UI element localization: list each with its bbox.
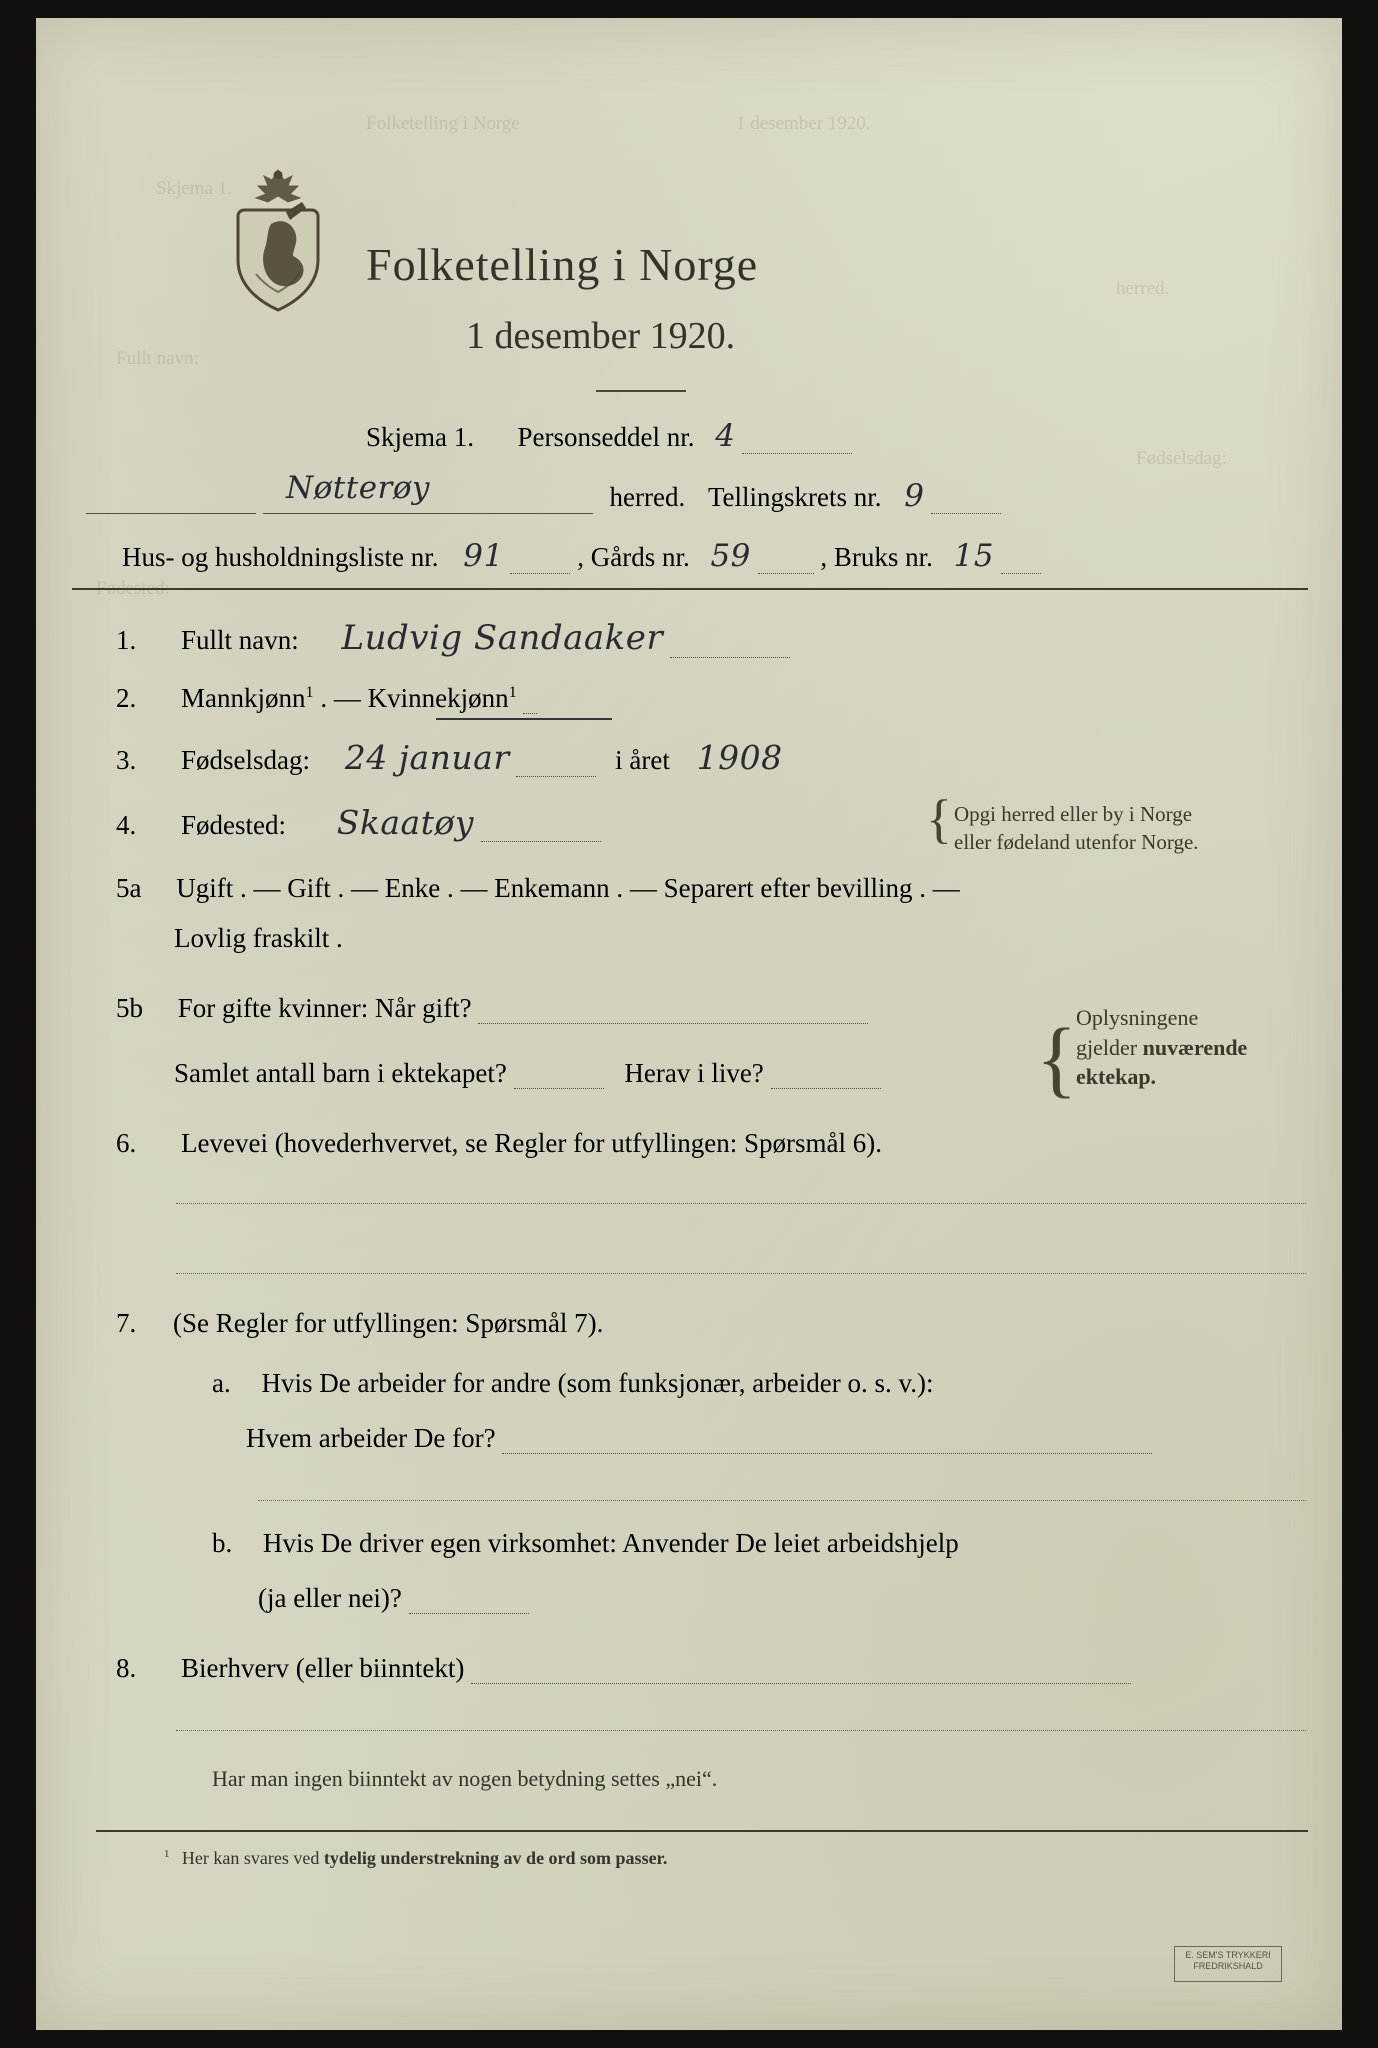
write-line[interactable] (176, 1203, 1306, 1204)
bleed-text: herred. (1116, 278, 1170, 299)
row8-label: Bierhverv (eller biinntekt) (181, 1653, 465, 1683)
skjema-label: Skjema 1. (366, 422, 474, 452)
row7b-letter: b. (212, 1528, 233, 1558)
field-occupation (116, 1128, 1316, 1159)
row5a-number: 5a (116, 873, 142, 903)
row6-number: 6. (116, 1128, 137, 1158)
footer-note: Har man ingen biinntekt av nogen betydning settes „nei“. (212, 1766, 718, 1791)
field-sex: 2. Mannkjønn$^1$ . — Kvinnekjønn$^1$ (116, 683, 1296, 714)
row1-number: 1. (116, 625, 137, 655)
row2-label-female[interactable]: . — Kvinnekjønn (320, 683, 509, 713)
field-birth-date (116, 738, 1296, 777)
full-name-value[interactable]: Ludvig Sandaaker (341, 618, 664, 658)
form-sheet (36, 18, 1342, 2030)
page-subtitle: 1 desember 1920. (466, 315, 736, 357)
birth-year-value[interactable]: 1908 (696, 738, 783, 777)
write-line[interactable] (176, 1730, 1306, 1731)
field-marital-status (116, 873, 1316, 904)
herred-line (86, 470, 1286, 514)
row3-label: Fødselsdag: (181, 745, 311, 775)
note-emphasis: ektekap. (1076, 1064, 1157, 1090)
row6-label: Levevei (hovederhvervet, se Regler for utfyllingen: Spørsmål 6). (181, 1128, 883, 1158)
husholdningsliste-line (122, 538, 1302, 574)
divider (72, 588, 1308, 590)
bleed-text: Fødselsdag: (1136, 448, 1227, 469)
row2-label-male[interactable]: Mannkjønn (181, 683, 306, 713)
hus-label: Hus- og husholdningsliste nr. (122, 542, 439, 572)
bleed-text: 1 desember 1920. (736, 113, 871, 134)
page-title: Folketelling i Norge (366, 239, 759, 290)
bleed-text: Skjema 1. (156, 178, 232, 199)
bruks-value[interactable]: 15 (953, 538, 995, 574)
bleed-text: Fullt navn: (116, 348, 199, 369)
bleed-text: Folketelling i Norge (366, 113, 520, 134)
hus-value[interactable]: 91 (463, 538, 504, 574)
row3-mid-label: i året (615, 745, 670, 775)
field-secondary-income (116, 1653, 1316, 1684)
divider (96, 1830, 1308, 1832)
row5a-options[interactable]: Ugift . — Gift . — Enke . — Enkemann . — Separert efter bevilling . — (176, 873, 960, 903)
footnote: $^1$ Her kan svares ved tydelig understrekning av de ord som passer. (164, 1848, 668, 1868)
row5a-line2: Lovlig fraskilt . (174, 923, 343, 953)
row7-number: 7. (116, 1308, 137, 1338)
divider (596, 390, 686, 392)
row4-number: 4. (116, 810, 137, 840)
row4-label: Fødested: (181, 810, 286, 840)
bruks-label: , Bruks nr. (820, 542, 933, 572)
tellingskrets-value[interactable]: 9 (904, 478, 925, 514)
row7b-question: (ja eller nei)? (258, 1583, 402, 1613)
tellingskrets-label: Tellingskrets nr. (707, 482, 882, 512)
personseddel-value[interactable]: 4 (715, 418, 736, 454)
brace-icon: { (1036, 1010, 1078, 1106)
row7b-line2 (258, 1583, 1378, 1614)
row7a-letter: a. (212, 1368, 231, 1398)
herred-value[interactable]: Nøtterøy (286, 470, 431, 506)
birth-place-note: Opgi herred eller by i Norge eller fødeland utenfor Norge. (954, 802, 1199, 855)
row5b-alive-label: Herav i live? (624, 1058, 764, 1088)
brace-icon: { (926, 789, 952, 849)
gaards-value[interactable]: 59 (710, 538, 751, 574)
birth-place-value[interactable]: Skaatøy (336, 803, 474, 842)
coat-of-arms-icon (226, 166, 330, 316)
footnote-marker: 1 (164, 1848, 170, 1860)
row5b-children (174, 1058, 1074, 1089)
row7a-text: Hvis De arbeider for andre (som funksjonær, arbeider o. s. v.): (261, 1368, 934, 1398)
row7a-line2 (246, 1423, 1378, 1454)
field-employment (116, 1308, 1316, 1339)
skjema-line (366, 418, 852, 454)
write-line[interactable] (176, 1273, 1306, 1274)
row7-label: (Se Regler for utfyllingen: Spørsmål 7). (173, 1308, 604, 1338)
row7b-text: Hvis De driver egen virksomhet: Anvender De leiet arbeidshjelp (263, 1528, 959, 1558)
note-emphasis: nuværende (1142, 1034, 1248, 1060)
printer-stamp: E. SEM'S TRYKKERI FREDRIKSHALD (1174, 1946, 1282, 1982)
field-full-name (116, 618, 1296, 658)
bleed-text: Fødested: (96, 578, 170, 599)
field-birth-place (116, 803, 916, 842)
row1-label: Fullt navn: (181, 625, 299, 655)
row8-number: 8. (116, 1653, 137, 1683)
row2-number: 2. (116, 683, 137, 713)
gaards-label: , Gårds nr. (577, 542, 690, 572)
row7a (212, 1368, 1378, 1399)
field-married-women (116, 993, 1016, 1024)
row7b (212, 1528, 1378, 1559)
row5b-children-label: Samlet antall barn i ektekapet? (174, 1058, 507, 1088)
underline-mark (436, 718, 612, 720)
row5b-label: For gifte kvinner: Når gift? (177, 993, 472, 1023)
row3-number: 3. (116, 745, 137, 775)
marriage-note: Oplysningene gjelder nuværende ektekap. (1076, 1005, 1248, 1090)
herred-label: herred. (609, 482, 686, 512)
row5b-number: 5b (116, 993, 143, 1023)
row7a-question: Hvem arbeider De for? (246, 1423, 496, 1453)
birth-date-value[interactable]: 24 januar (344, 738, 510, 777)
write-line[interactable] (258, 1500, 1306, 1501)
personseddel-label: Personseddel nr. (517, 422, 695, 452)
